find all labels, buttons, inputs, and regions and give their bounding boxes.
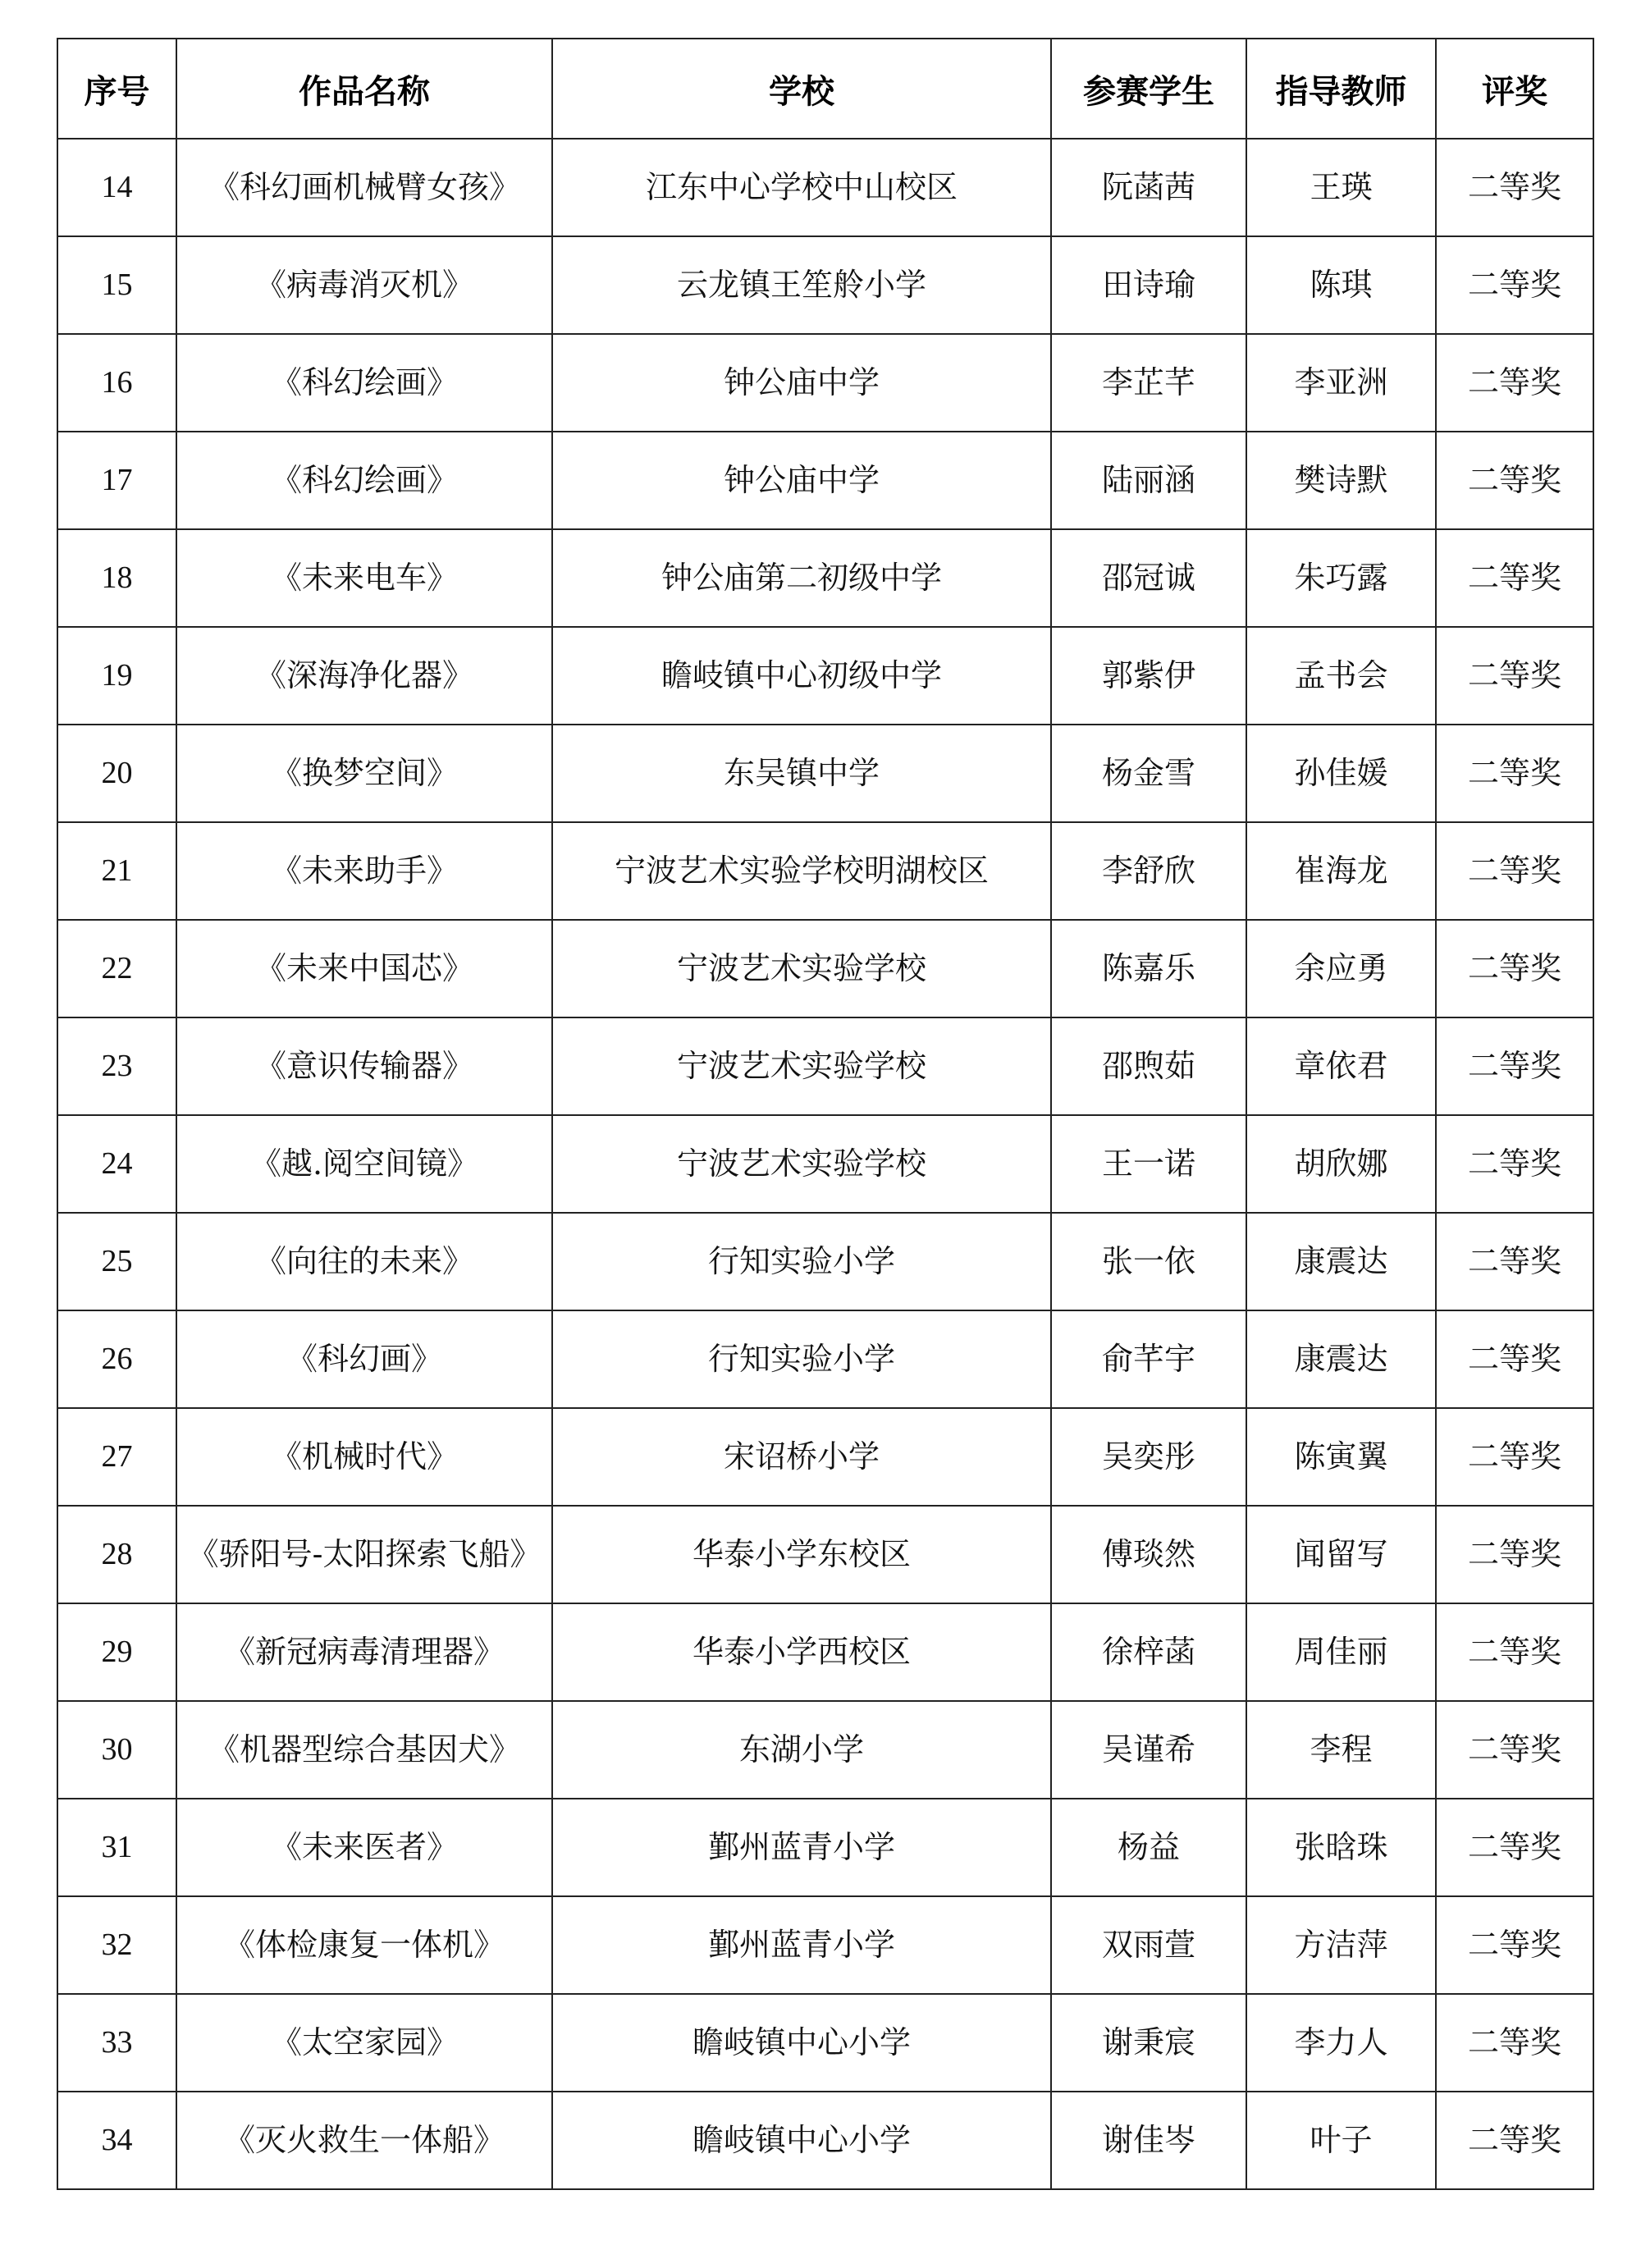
cell-num: 32 bbox=[57, 1896, 176, 1994]
cell-student: 陆丽涵 bbox=[1051, 432, 1246, 529]
cell-school: 鄞州蓝青小学 bbox=[552, 1799, 1051, 1896]
cell-teacher: 崔海龙 bbox=[1246, 822, 1436, 920]
cell-title: 《科幻绘画》 bbox=[176, 432, 552, 529]
table-row bbox=[57, 236, 1593, 334]
table-row bbox=[57, 822, 1593, 920]
cell-award: 二等奖 bbox=[1436, 1799, 1593, 1896]
cell-school: 瞻岐镇中心初级中学 bbox=[552, 627, 1051, 725]
cell-teacher: 闻留写 bbox=[1246, 1506, 1436, 1603]
table-row bbox=[57, 1799, 1593, 1896]
cell-title: 《机器型综合基因犬》 bbox=[176, 1701, 552, 1799]
cell-teacher: 胡欣娜 bbox=[1246, 1115, 1436, 1213]
table-row bbox=[57, 1115, 1593, 1213]
cell-num: 23 bbox=[57, 1017, 176, 1115]
table-row bbox=[57, 1213, 1593, 1310]
cell-student: 邵冠诚 bbox=[1051, 529, 1246, 627]
cell-teacher: 余应勇 bbox=[1246, 920, 1436, 1017]
cell-school: 宁波艺术实验学校 bbox=[552, 1017, 1051, 1115]
cell-school: 宋诏桥小学 bbox=[552, 1408, 1051, 1506]
cell-award: 二等奖 bbox=[1436, 1213, 1593, 1310]
cell-school: 钟公庙第二初级中学 bbox=[552, 529, 1051, 627]
header-num: 序号 bbox=[57, 39, 176, 139]
cell-title: 《换梦空间》 bbox=[176, 725, 552, 822]
cell-teacher: 朱巧露 bbox=[1246, 529, 1436, 627]
cell-teacher: 孟书会 bbox=[1246, 627, 1436, 725]
cell-num: 28 bbox=[57, 1506, 176, 1603]
cell-school: 瞻岐镇中心小学 bbox=[552, 2092, 1051, 2189]
cell-num: 18 bbox=[57, 529, 176, 627]
cell-student: 徐梓菡 bbox=[1051, 1603, 1246, 1701]
cell-award: 二等奖 bbox=[1436, 1506, 1593, 1603]
cell-title: 《病毒消灭机》 bbox=[176, 236, 552, 334]
cell-num: 33 bbox=[57, 1994, 176, 2092]
cell-award: 二等奖 bbox=[1436, 1701, 1593, 1799]
cell-school: 东湖小学 bbox=[552, 1701, 1051, 1799]
cell-title: 《体检康复一体机》 bbox=[176, 1896, 552, 1994]
table-row bbox=[57, 334, 1593, 432]
header-award: 评奖 bbox=[1436, 39, 1593, 139]
header-teacher: 指导教师 bbox=[1246, 39, 1436, 139]
table-row bbox=[57, 1408, 1593, 1506]
cell-teacher: 康震达 bbox=[1246, 1213, 1436, 1310]
cell-school: 瞻岐镇中心小学 bbox=[552, 1994, 1051, 2092]
table-row bbox=[57, 1310, 1593, 1408]
cell-title: 《灭火救生一体船》 bbox=[176, 2092, 552, 2189]
table-body bbox=[57, 139, 1593, 2189]
cell-student: 杨金雪 bbox=[1051, 725, 1246, 822]
cell-num: 27 bbox=[57, 1408, 176, 1506]
cell-num: 19 bbox=[57, 627, 176, 725]
cell-school: 东吴镇中学 bbox=[552, 725, 1051, 822]
cell-teacher: 李程 bbox=[1246, 1701, 1436, 1799]
cell-num: 24 bbox=[57, 1115, 176, 1213]
cell-teacher: 章依君 bbox=[1246, 1017, 1436, 1115]
cell-award: 二等奖 bbox=[1436, 1603, 1593, 1701]
cell-award: 二等奖 bbox=[1436, 236, 1593, 334]
cell-student: 王一诺 bbox=[1051, 1115, 1246, 1213]
cell-school: 江东中心学校中山校区 bbox=[552, 139, 1051, 236]
cell-teacher: 陈寅翼 bbox=[1246, 1408, 1436, 1506]
cell-title: 《越.阅空间镜》 bbox=[176, 1115, 552, 1213]
cell-title: 《意识传输器》 bbox=[176, 1017, 552, 1115]
awards-table bbox=[57, 38, 1594, 2190]
header-title: 作品名称 bbox=[176, 39, 552, 139]
cell-award: 二等奖 bbox=[1436, 529, 1593, 627]
cell-num: 30 bbox=[57, 1701, 176, 1799]
cell-teacher: 方洁萍 bbox=[1246, 1896, 1436, 1994]
cell-award: 二等奖 bbox=[1436, 1408, 1593, 1506]
cell-award: 二等奖 bbox=[1436, 920, 1593, 1017]
cell-teacher: 樊诗默 bbox=[1246, 432, 1436, 529]
cell-student: 谢佳岑 bbox=[1051, 2092, 1246, 2189]
cell-school: 行知实验小学 bbox=[552, 1213, 1051, 1310]
cell-num: 15 bbox=[57, 236, 176, 334]
cell-title: 《向往的未来》 bbox=[176, 1213, 552, 1310]
cell-award: 二等奖 bbox=[1436, 1310, 1593, 1408]
cell-title: 《未来医者》 bbox=[176, 1799, 552, 1896]
cell-num: 26 bbox=[57, 1310, 176, 1408]
cell-award: 二等奖 bbox=[1436, 627, 1593, 725]
table-row bbox=[57, 1701, 1593, 1799]
table-row bbox=[57, 920, 1593, 1017]
cell-title: 《未来电车》 bbox=[176, 529, 552, 627]
cell-title: 《科幻画机械臂女孩》 bbox=[176, 139, 552, 236]
header-school: 学校 bbox=[552, 39, 1051, 139]
table-row bbox=[57, 1896, 1593, 1994]
cell-student: 吴谨希 bbox=[1051, 1701, 1246, 1799]
cell-num: 31 bbox=[57, 1799, 176, 1896]
cell-school: 宁波艺术实验学校 bbox=[552, 1115, 1051, 1213]
cell-student: 阮菡茜 bbox=[1051, 139, 1246, 236]
cell-school: 行知实验小学 bbox=[552, 1310, 1051, 1408]
cell-award: 二等奖 bbox=[1436, 1115, 1593, 1213]
cell-student: 杨益 bbox=[1051, 1799, 1246, 1896]
cell-award: 二等奖 bbox=[1436, 822, 1593, 920]
cell-title: 《骄阳号-太阳探索飞船》 bbox=[176, 1506, 552, 1603]
cell-student: 俞芊宇 bbox=[1051, 1310, 1246, 1408]
cell-school: 钟公庙中学 bbox=[552, 334, 1051, 432]
cell-num: 29 bbox=[57, 1603, 176, 1701]
header-student: 参赛学生 bbox=[1051, 39, 1246, 139]
cell-num: 17 bbox=[57, 432, 176, 529]
cell-teacher: 李力人 bbox=[1246, 1994, 1436, 2092]
cell-student: 李舒欣 bbox=[1051, 822, 1246, 920]
cell-num: 25 bbox=[57, 1213, 176, 1310]
cell-num: 20 bbox=[57, 725, 176, 822]
cell-title: 《深海净化器》 bbox=[176, 627, 552, 725]
cell-teacher: 张晗珠 bbox=[1246, 1799, 1436, 1896]
cell-teacher: 王瑛 bbox=[1246, 139, 1436, 236]
cell-student: 李芷芊 bbox=[1051, 334, 1246, 432]
table-row bbox=[57, 1994, 1593, 2092]
table-row bbox=[57, 529, 1593, 627]
cell-student: 双雨萱 bbox=[1051, 1896, 1246, 1994]
cell-num: 22 bbox=[57, 920, 176, 1017]
cell-school: 华泰小学东校区 bbox=[552, 1506, 1051, 1603]
cell-title: 《科幻绘画》 bbox=[176, 334, 552, 432]
table-row bbox=[57, 1603, 1593, 1701]
cell-award: 二等奖 bbox=[1436, 2092, 1593, 2189]
cell-teacher: 李亚洲 bbox=[1246, 334, 1436, 432]
cell-school: 钟公庙中学 bbox=[552, 432, 1051, 529]
table-row bbox=[57, 1017, 1593, 1115]
cell-student: 邵煦茹 bbox=[1051, 1017, 1246, 1115]
cell-student: 陈嘉乐 bbox=[1051, 920, 1246, 1017]
table-row bbox=[57, 627, 1593, 725]
cell-school: 宁波艺术实验学校明湖校区 bbox=[552, 822, 1051, 920]
cell-num: 21 bbox=[57, 822, 176, 920]
cell-student: 傅琰然 bbox=[1051, 1506, 1246, 1603]
table-row bbox=[57, 2092, 1593, 2189]
cell-student: 张一依 bbox=[1051, 1213, 1246, 1310]
cell-school: 鄞州蓝青小学 bbox=[552, 1896, 1051, 1994]
cell-student: 谢秉宸 bbox=[1051, 1994, 1246, 2092]
cell-school: 华泰小学西校区 bbox=[552, 1603, 1051, 1701]
cell-award: 二等奖 bbox=[1436, 432, 1593, 529]
cell-title: 《新冠病毒清理器》 bbox=[176, 1603, 552, 1701]
cell-award: 二等奖 bbox=[1436, 1017, 1593, 1115]
cell-title: 《太空家园》 bbox=[176, 1994, 552, 2092]
cell-teacher: 叶子 bbox=[1246, 2092, 1436, 2189]
cell-title: 《未来助手》 bbox=[176, 822, 552, 920]
cell-title: 《机械时代》 bbox=[176, 1408, 552, 1506]
cell-teacher: 陈琪 bbox=[1246, 236, 1436, 334]
cell-num: 14 bbox=[57, 139, 176, 236]
table-row bbox=[57, 139, 1593, 236]
table-header-row bbox=[57, 39, 1593, 139]
table-row bbox=[57, 725, 1593, 822]
cell-num: 34 bbox=[57, 2092, 176, 2189]
cell-school: 宁波艺术实验学校 bbox=[552, 920, 1051, 1017]
table-row bbox=[57, 432, 1593, 529]
cell-num: 16 bbox=[57, 334, 176, 432]
cell-title: 《科幻画》 bbox=[176, 1310, 552, 1408]
cell-school: 云龙镇王笙舲小学 bbox=[552, 236, 1051, 334]
cell-student: 郭紫伊 bbox=[1051, 627, 1246, 725]
cell-award: 二等奖 bbox=[1436, 725, 1593, 822]
cell-student: 吴奕彤 bbox=[1051, 1408, 1246, 1506]
cell-teacher: 孙佳媛 bbox=[1246, 725, 1436, 822]
cell-title: 《未来中国芯》 bbox=[176, 920, 552, 1017]
cell-teacher: 周佳丽 bbox=[1246, 1603, 1436, 1701]
cell-award: 二等奖 bbox=[1436, 139, 1593, 236]
cell-student: 田诗瑜 bbox=[1051, 236, 1246, 334]
table-row bbox=[57, 1506, 1593, 1603]
cell-award: 二等奖 bbox=[1436, 1896, 1593, 1994]
cell-award: 二等奖 bbox=[1436, 1994, 1593, 2092]
cell-award: 二等奖 bbox=[1436, 334, 1593, 432]
cell-teacher: 康震达 bbox=[1246, 1310, 1436, 1408]
